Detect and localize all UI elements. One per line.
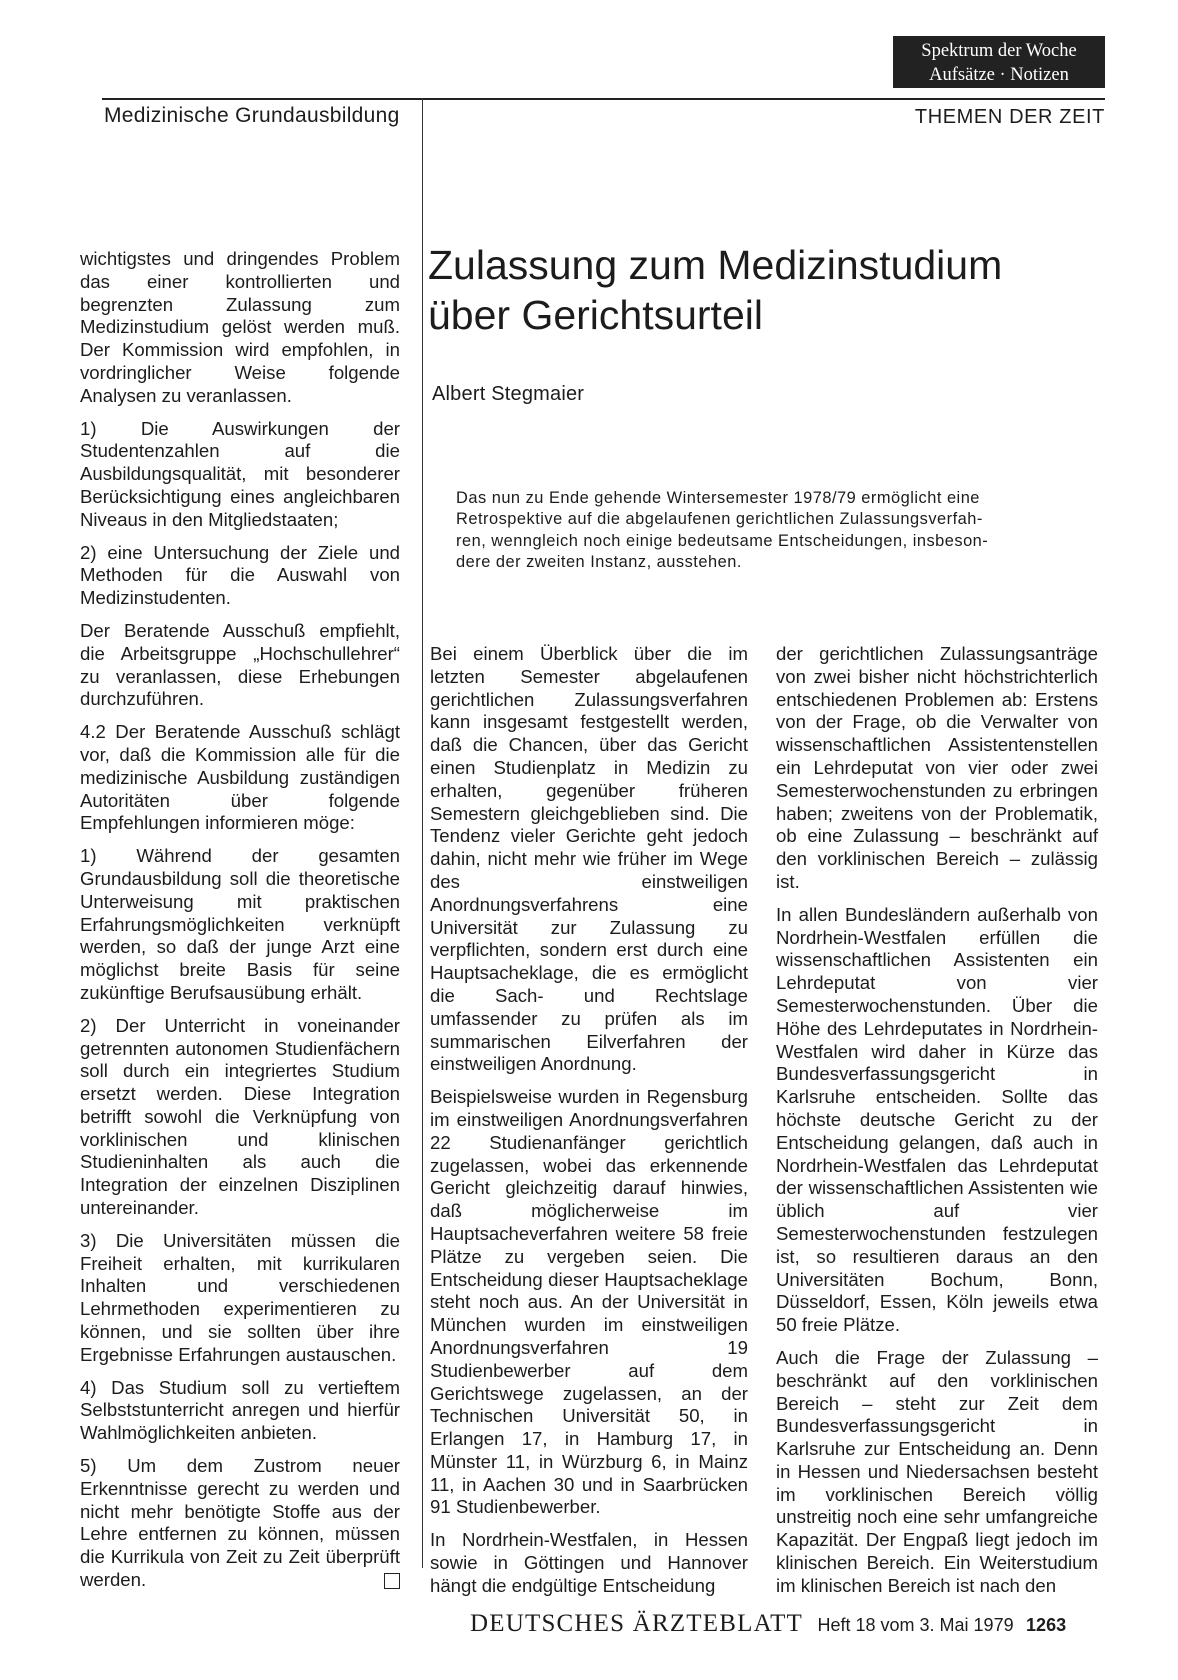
title-line-2: über Gerichtsurteil (428, 292, 763, 338)
column-divider (422, 98, 423, 1568)
section-badge (893, 36, 1105, 88)
lead-paragraph (456, 488, 1076, 574)
badge-line-2: Aufsätze · Notizen (929, 65, 1069, 85)
page-footer (470, 1610, 1066, 1638)
paragraph: 1) Die Auswirkungen der Studentenzahlen auf die Ausbildungsqualität, mit besonderer Berücksichtigung eines angleichbaren Niveaus in den Mitgliedstaaten; (80, 417, 400, 530)
badge-line-1: Spektrum der Woche (921, 41, 1077, 61)
page-number: 1263 (1026, 1615, 1067, 1635)
lead-line: dere der zweiten Instanz, ausstehen. (456, 553, 742, 572)
paragraph: Beispielsweise wurden in Regensburg im einstweiligen Anordnungsverfahren 22 Studienanfänger gerichtlich zugelassen, wobei das erkennende Gericht gleichzeitig darauf hinwies, daß möglicherweise im Hauptsacheverfahren weitere 58 freie Plätze zu vergeben seien. Die Entscheidung dieser Hauptsacheklage steht noch aus. An der Universität in München wurden im einstweiligen Anordnungsverfahren 19 Studienbewerber auf dem Gerichtswege zugelassen, an der Technischen Universität 50, in Erlangen 17, in Hamburg 17, in Münster 11, in Würzburg 6, in Mainz 11, in Aachen 30 und in Saarbrücken 91 Studienbewerber. (430, 1086, 748, 1518)
article-title (428, 240, 1068, 340)
paragraph: der gerichtlichen Zulassungsanträge von zwei bisher nicht höchstrichterlich entschiedenen Problemen ab: Erstens von der Frage, ob die Verwalter von wissenschaftlichen Assistentenstellen ein Lehrdeputat von vier oder zwei Semesterwochenstunden zu erbringen haben; zweitens von der Problematik, ob eine Zulassung – beschränkt auf den vorklinischen Bereich – zulässig ist. (776, 643, 1098, 892)
paragraph: 3) Die Universitäten müssen die Freiheit erhalten, mit kurrikularen Inhalten und verschiedenen Lehrmethoden experimentieren zu können, und sie sollten über ihre Ergebnisse Erfahrungen austauschen. (80, 1229, 400, 1365)
header-rule (102, 98, 1105, 100)
lead-line: ren, wenngleich noch einige bedeutsame Entscheidungen, insbeson- (456, 531, 989, 550)
paragraph: 2) Der Unterricht in voneinander getrennten autonomen Studienfächern soll durch ein integriertes Studium ersetzt werden. Diese Integration betrifft sowohl die Verknüpfung von vorklinischen und klinischen Studieninhalten als auch die Integration der einzelnen Disziplinen untereinander. (80, 1014, 400, 1219)
running-head-left: Medizinische Grundausbildung (104, 104, 400, 127)
paragraph: 2) eine Untersuchung der Ziele und Methoden für die Auswahl von Medizinstudenten. (80, 541, 400, 609)
title-line-1: Zulassung zum Medizinstudium (428, 242, 1003, 288)
paragraph: Auch die Frage der Zulassung – beschränkt auf den vorklinischen Bereich – steht zur Zeit dem Bundesverfassungsgericht in Karlsruhe zur Entscheidung an. Denn in Hessen und Niedersachsen besteht im vorklinischen Bereich völlig unstreitig noch eine sehr umfangreiche Kapazität. Der Engpaß liegt jedoch im klinischen Bereich. Ein Weiterstudium im klinischen Bereich ist nach den (776, 1346, 1098, 1596)
paragraph-last (80, 1455, 400, 1592)
paragraph: 1) Während der gesamten Grundausbildung soll die theoretische Unterweisung mit praktischen Erfahrungsmöglichkeiten verknüpft werden, so daß der junge Arzt eine möglichst breite Basis für seine zukünftige Berufsausübung erhält. (80, 845, 400, 1003)
paragraph: 4) Das Studium soll zu vertieftem Selbststunterricht anregen und hierfür Wahlmöglichkeiten anbieten. (80, 1376, 400, 1444)
right-column (776, 643, 1098, 1608)
paragraph: Der Beratende Ausschuß empfiehlt, die Arbeitsgruppe „Hochschullehrer“ zu veranlassen, diese Erhebungen durchzuführen. (80, 619, 400, 710)
issue-info: Heft 18 vom 3. Mai 1979 (817, 1615, 1014, 1635)
paragraph: In allen Bundesländern außerhalb von Nordrhein-Westfalen erfüllen die wissenschaftlichen Assistenten ein Lehrdeputat von vier Semesterwochenstunden. Über die Höhe des Lehrdeputates in Nordrhein-Westfalen wird daher in Kürze das Bundesverfassungsgericht in Karlsruhe entscheiden. Sollte das höchste deutsche Gericht zu der Entscheidung gelangen, daß auch in Nordrhein-Westfalen das Lehrdeputat der wissenschaftlichen Assistenten wie üblich auf vier Semesterwochenstunden festzulegen ist, so resultieren daraus an den Universitäten Bochum, Bonn, Düsseldorf, Essen, Köln jeweils etwa 50 freie Plätze. (776, 903, 1098, 1336)
middle-column (430, 643, 748, 1608)
end-of-article-icon (384, 1573, 400, 1589)
paragraph-text: 5) Um dem Zustrom neuer Erkenntnisse gerecht zu werden und nicht mehr benötigte Stoffe aus der Lehre entfernen zu können, müssen die Kurrikula von Zeit zu Zeit überprüft werden. (80, 1455, 400, 1591)
paragraph: wichtigstes und dringendes Problem das einer kontrollierten und begrenzten Zulassung zum Medizinstudium gelöst werden muß. Der Kommission wird empfohlen, in vordringlicher Weise folgende Analysen zu veranlassen. (80, 248, 400, 406)
running-head-right: THEMEN DER ZEIT (914, 106, 1105, 128)
paragraph: Bei einem Überblick über die im letzten Semester abgelaufenen gerichtlichen Zulassungsverfahren kann insgesamt festgestellt werden, daß die Chancen, über das Gericht einen Studienplatz in Medizin zu erhalten, gegenüber früheren Semestern gleichgeblieben sind. Die Tendenz vieler Gerichte geht jedoch dahin, nicht mehr wie früher im Wege des einstweiligen Anordnungsverfahrens eine Universität zur Zulassung zu verpflichten, sondern erst durch eine Hauptsacheklage, die es ermöglicht die Sach- und Rechtslage umfassender zu prüfen als im summarischen Eilverfahren der einstweiligen Anordnung. (430, 643, 748, 1075)
lead-line: Das nun zu Ende gehende Wintersemester 1978/79 ermöglicht eine (456, 489, 980, 507)
paragraph: In Nordrhein-Westfalen, in Hessen sowie in Göttingen und Hannover hängt die endgültige Entscheidung (430, 1529, 748, 1596)
lead-line: Retrospektive auf die abgelaufenen gerichtlichen Zulassungsverfah- (456, 510, 983, 529)
journal-name: DEUTSCHES ÄRZTEBLATT (470, 1610, 804, 1637)
author-name: Albert Stegmaier (432, 383, 585, 405)
paragraph: 4.2 Der Beratende Ausschuß schlägt vor, daß die Kommission alle für die medizinische Ausbildung zuständigen Autoritäten über folgende Empfehlungen informieren möge: (80, 721, 400, 834)
left-column (80, 248, 400, 1602)
